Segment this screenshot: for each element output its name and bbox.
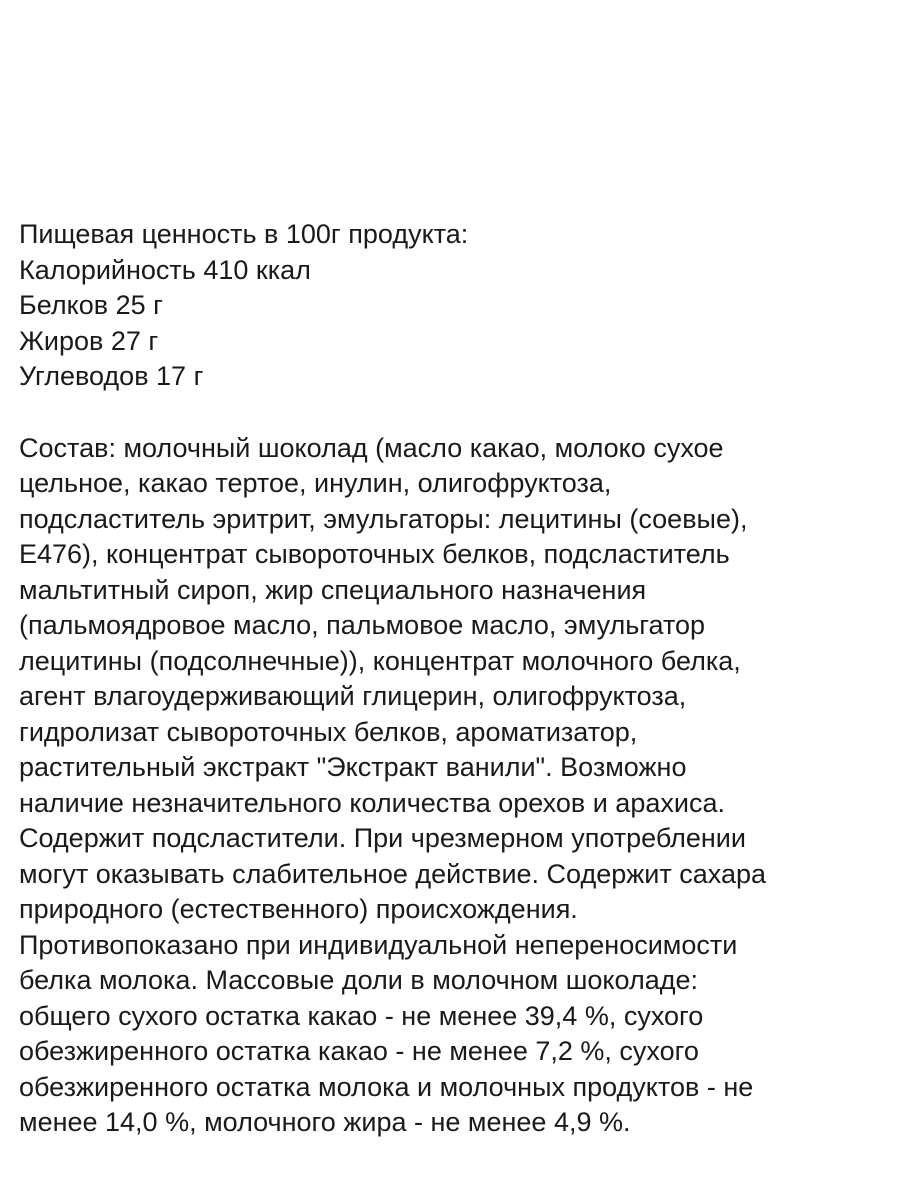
ingredients-line: наличие незначительного количества орехов и арахиса.	[19, 787, 725, 818]
ingredients-line: общего сухого остатка какао - не менее 39,4 %, сухого	[19, 1000, 704, 1031]
ingredients-line: обезжиренного остатка молока и молочных продуктов - не	[19, 1071, 754, 1102]
ingredients-line: мальтитный сироп, жир специального назначения	[19, 574, 647, 605]
ingredients-line: растительный экстракт "Экстракт ванили". Возможно	[19, 752, 687, 782]
ingredients-block	[19, 431, 879, 1141]
ingredients-line: Е476), концентрат сывороточных белков, подсластитель	[19, 539, 730, 569]
nutrition-carbohydrates: Углеводов 17 г	[19, 361, 204, 391]
ingredients-line: лецитины (подсолнечные)), концентрат молочного белка,	[19, 645, 741, 676]
ingredients-line: (пальмоядровое масло, пальмовое масло, эмульгатор	[19, 610, 706, 640]
nutrition-calories: Калорийность 410 ккал	[19, 254, 311, 285]
nutrition-protein: Белков 25 г	[19, 290, 163, 320]
ingredients-line: Противопоказано при индивидуальной непереносимости	[19, 929, 738, 960]
nutrition-fat: Жиров 27 г	[19, 325, 159, 356]
ingredients-line: агент влагоудерживающий глицерин, олигофруктоза,	[19, 681, 687, 711]
ingredients-line: подсластитель эритрит, эмульгаторы: лецитины (соевые),	[19, 503, 748, 534]
ingredients-line: природного (естественного) происхождения.	[19, 894, 578, 924]
ingredients-line: могут оказывать слабительное действие. Содержит сахара	[19, 858, 767, 889]
nutrition-heading: Пищевая ценность в 100г продукта:	[19, 219, 469, 249]
ingredients-line: Состав: молочный шоколад (масло какао, молоко сухое	[19, 432, 724, 463]
nutrition-facts-block	[19, 217, 879, 395]
ingredients-line: Содержит подсластители. При чрезмерном употреблении	[19, 823, 746, 853]
product-info-document	[19, 217, 879, 1141]
section-spacer	[19, 395, 879, 431]
ingredients-line: белка молока. Массовые доли в молочном шоколаде:	[19, 965, 698, 995]
ingredients-line: менее 14,0 %, молочного жира - не менее 4,9 %.	[19, 1107, 631, 1137]
ingredients-line: обезжиренного остатка какао - не менее 7,2 %, сухого	[19, 1036, 699, 1066]
ingredients-line: цельное, какао тертое, инулин, олигофруктоза,	[19, 468, 612, 498]
ingredients-line: гидролизат сывороточных белков, ароматизатор,	[19, 716, 638, 747]
